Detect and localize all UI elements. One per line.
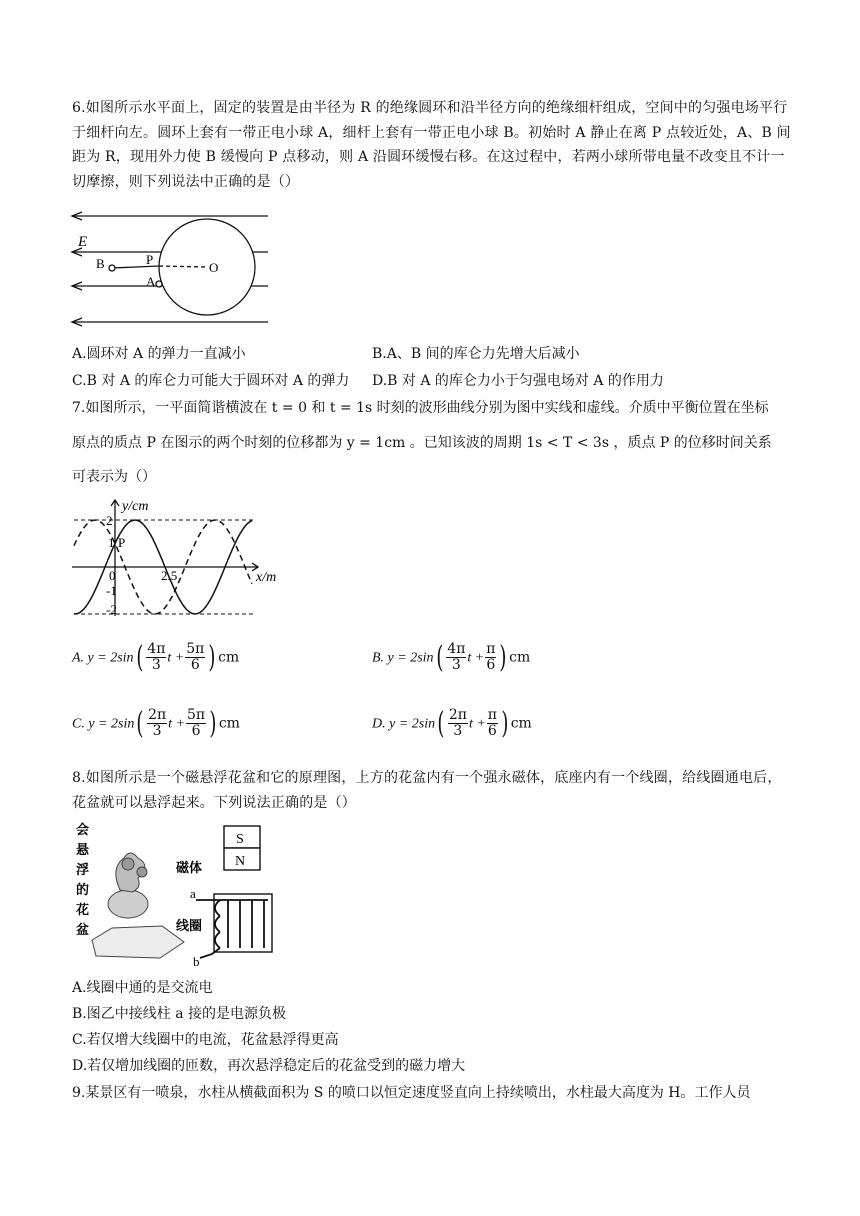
q7-option-b: B. y = 2sin( $\frac{4\pi}{3}$ t + $\frac{\pi}{6}$ ) cm	[372, 640, 531, 675]
q8-stem: 8.如图所示是一个磁悬浮花盆和它的原理图，上方的花盆内有一个强永磁体，底座内有一个线圈，给线圈通电后，花盆就可以悬浮起来。下列说法正确的是（）	[72, 770, 782, 811]
q7-option-d: D. y = 2sin( $\frac{2\pi}{3}$ t + $\frac{\pi}{6}$ ) cm	[372, 706, 532, 741]
q7-d-den1: 3	[453, 723, 463, 739]
q7-y-axis-label: y/cm	[122, 499, 149, 514]
q7-a-num1: 4π	[147, 641, 166, 657]
q8-magnet-n: N	[235, 854, 246, 869]
q7-tick-x25: 2.5	[161, 568, 178, 583]
q7-c-unit: cm	[218, 715, 240, 732]
q6-stem: 6.如图所示水平面上，固定的装置是由半径为 R 的绝缘圆环和沿半径方向的绝缘细杆组成，空间中的匀强电场平行于细杆向左。圆环上套有一带正电小球 A，细杆上套有一带正电小球 B。初始时 A 静止在离 P 点较近处，A、B 间距为 R，现用外力使 B 缓慢向 P 点移动，则 A 沿圆环缓慢右移。在这过程中，若两小球所带电量不改变且不计一切摩擦，则下列说法中正确的是（）	[72, 100, 791, 190]
q8-magnet-s: S	[236, 832, 244, 847]
q7-option-a-prefix: A. y = 2sin	[72, 650, 134, 666]
q8-coil-label: 线圈	[176, 918, 203, 933]
q7-stem-line3: 可表示为（）	[72, 469, 156, 485]
q7-tick-y2: 2	[106, 513, 113, 528]
q7-option-c: C. y = 2sin( $\frac{2\pi}{3}$ t + $\frac{5\pi}{6}$ ) cm	[72, 706, 240, 741]
q7-c-num2: 5π	[187, 707, 206, 723]
q8-magnet-label: 磁体	[176, 860, 203, 875]
q7-option-d-prefix: D. y = 2sin	[372, 716, 436, 732]
q7-option-a: A. y = 2sin( $\frac{4\pi}{3}$ t + $\frac{5\pi}{6}$ ) cm	[72, 640, 240, 675]
q7-d-den2: 6	[487, 723, 497, 739]
q6-option-d: D.B 对 A 的库仑力小于匀强电场对 A 的作用力	[372, 373, 664, 389]
q7-b-unit: cm	[509, 649, 531, 666]
q7-stem-line1: 7.如图所示，一平面简谐横波在 t = 0 和 t = 1s 时刻的波形曲线分别为图中实线和虚线。介质中平衡位置在坐标	[72, 400, 769, 416]
q7-option-c-prefix: C. y = 2sin	[72, 716, 135, 732]
q6-option-b: B.A、B 间的库仑力先增大后减小	[372, 346, 580, 362]
q6-field-label: E	[78, 234, 88, 250]
q7-b-den1: 3	[451, 657, 461, 673]
q8-option-a: A.线圈中通的是交流电	[72, 980, 213, 996]
q7-tick-yneg2: -2	[106, 602, 117, 617]
q6-a-label: A	[146, 274, 156, 289]
q7-option-b-prefix: B. y = 2sin	[372, 650, 434, 666]
q8-option-b: B.图乙中接线柱 a 接的是电源负极	[72, 1006, 286, 1022]
q8-figure	[72, 818, 292, 968]
q8-option-d: D.若仅增加线圈的匝数，再次悬浮稳定后的花盆受到的磁力增大	[72, 1058, 466, 1074]
q6-o-label: O	[209, 260, 219, 275]
q7-b-num1: 4π	[447, 641, 466, 657]
q7-tick-yneg1: -1	[106, 583, 117, 598]
q7-wave-graph	[68, 494, 288, 619]
q7-point-p: P	[118, 535, 126, 550]
q7-a-unit: cm	[218, 649, 240, 666]
q6-p-label: P	[146, 252, 154, 267]
q6-figure	[68, 206, 278, 336]
q7-b-num2: π	[486, 641, 496, 657]
q7-a-den2: 6	[190, 657, 200, 673]
q7-c-num1: 2π	[148, 707, 167, 723]
q7-tick-y1: 1	[108, 535, 115, 550]
q7-c-den1: 3	[152, 723, 162, 739]
q8-option-c: C.若仅增大线圈中的电流，花盆悬浮得更高	[72, 1032, 339, 1048]
q8-terminal-b: b	[193, 954, 200, 968]
q6-option-a: A.圆环对 A 的弹力一直减小	[72, 346, 246, 362]
q7-d-unit: cm	[510, 715, 532, 732]
q6-b-label: B	[96, 256, 105, 271]
q9-stem: 9.某景区有一喷泉，水柱从横截面积为 S 的喷口以恒定速度竖直向上持续喷出，水柱最大高度为 H。工作人员	[72, 1085, 751, 1101]
q8-caption-vertical: 会悬浮的花盆	[76, 822, 90, 937]
q7-stem-line2: 原点的质点 P 在图示的两个时刻的位移都为 y = 1cm 。已知该波的周期 1s < T < 3s ，质点 P 的位移时间关系	[72, 435, 772, 451]
q7-a-num2: 5π	[186, 641, 205, 657]
q7-b-den2: 6	[486, 657, 496, 673]
q7-d-num1: 2π	[448, 707, 467, 723]
q7-tick-origin: 0	[109, 568, 116, 583]
q7-c-den2: 6	[191, 723, 201, 739]
q6-option-c: C.B 对 A 的库仑力可能大于圆环对 A 的弹力	[72, 373, 350, 389]
q7-x-axis-label: x/m	[256, 570, 277, 585]
q7-d-num2: π	[487, 707, 497, 723]
q8-terminal-a: a	[190, 886, 196, 901]
q7-a-den1: 3	[151, 657, 161, 673]
